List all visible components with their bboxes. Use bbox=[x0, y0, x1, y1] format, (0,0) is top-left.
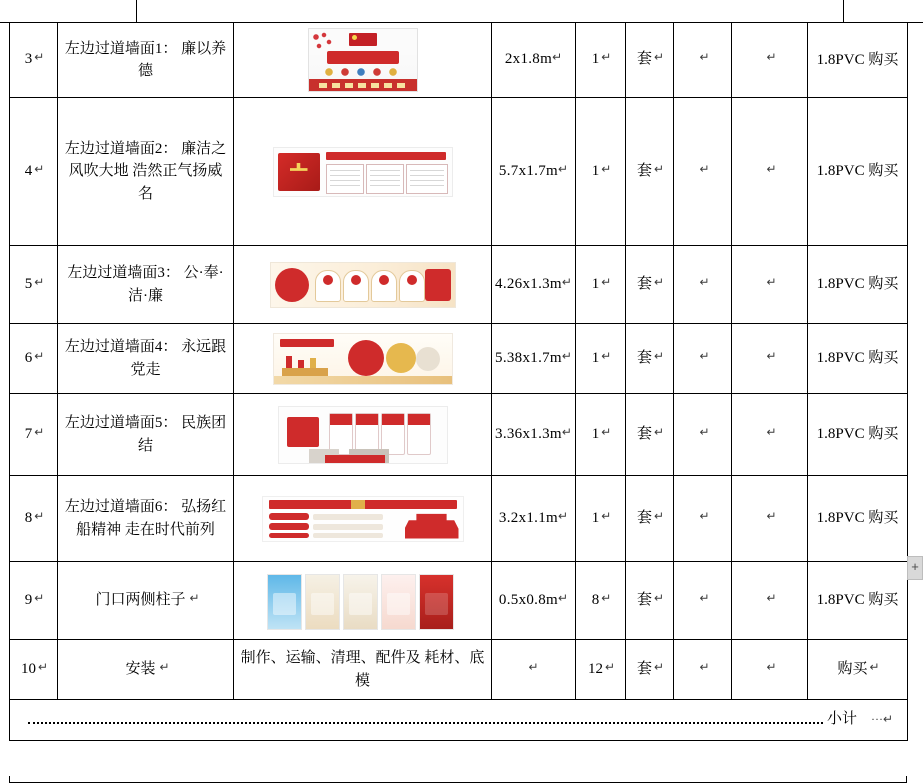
row-unit-cell: 套 ↵ bbox=[626, 394, 674, 476]
row-note-cell: 1.8PVC 购买 bbox=[808, 562, 908, 640]
row-name-cell: 左边过道墙面4： 永远跟党走 bbox=[58, 324, 234, 394]
row-size-cell: 0.5x0.8m↵ bbox=[492, 562, 576, 640]
row-size-cell: ↵ bbox=[492, 640, 576, 700]
table-row bbox=[10, 562, 908, 640]
row-qty-cell: 1 ↵ bbox=[576, 476, 626, 562]
row-no-cell: 10 ↵ bbox=[10, 640, 58, 700]
yong-yuan-gen-dang-zou-banner-thumb bbox=[273, 333, 453, 385]
header-segment-left bbox=[0, 0, 136, 23]
row-amount-cell: ↵ bbox=[732, 98, 808, 246]
row-price-cell: ↵ bbox=[674, 23, 732, 98]
quotation-table-sheet bbox=[9, 22, 907, 741]
row-unit-cell: 套 ↵ bbox=[626, 476, 674, 562]
row-no-cell: 3 ↵ bbox=[10, 23, 58, 98]
row-note-cell: 1.8PVC 购买 bbox=[808, 394, 908, 476]
subtotal-cell: 小计 ···↵ bbox=[10, 700, 908, 741]
row-image-cell bbox=[234, 324, 492, 394]
row-amount-cell: ↵ bbox=[732, 324, 808, 394]
row-no-cell: 5 ↵ bbox=[10, 246, 58, 324]
gong-feng-jie-lian-banner-thumb bbox=[270, 262, 456, 308]
page-top-strip bbox=[0, 0, 923, 22]
row-name-cell: 左边过道墙面3： 公·奉·洁·廉 bbox=[58, 246, 234, 324]
row-note-cell: 1.8PVC 购买 bbox=[808, 476, 908, 562]
row-amount-cell: ↵ bbox=[732, 640, 808, 700]
row-image-cell: 制作、运输、清理、配件及 耗材、底模 bbox=[234, 640, 492, 700]
row-no-cell: 9 ↵ bbox=[10, 562, 58, 640]
table-row bbox=[10, 324, 908, 394]
row-name-cell: 左边过道墙面5： 民族团结 bbox=[58, 394, 234, 476]
row-qty-cell: 1 ↵ bbox=[576, 246, 626, 324]
table-row bbox=[10, 640, 908, 700]
row-price-cell: ↵ bbox=[674, 640, 732, 700]
table-row bbox=[10, 23, 908, 98]
row-size-cell: 4.26x1.3m↵ bbox=[492, 246, 576, 324]
door-side-pillars-thumb bbox=[267, 572, 459, 630]
row-name-cell: 安装 ↵ bbox=[58, 640, 234, 700]
subtotal-row bbox=[10, 700, 908, 741]
header-segment-right bbox=[843, 0, 923, 23]
row-price-cell: ↵ bbox=[674, 394, 732, 476]
row-image-cell bbox=[234, 23, 492, 98]
row-name-cell: 左边过道墙面1： 廉以养德 bbox=[58, 23, 234, 98]
row-qty-cell: 1 ↵ bbox=[576, 98, 626, 246]
header-segment-middle bbox=[136, 0, 844, 23]
row-size-cell: 5.38x1.7m↵ bbox=[492, 324, 576, 394]
row-amount-cell: ↵ bbox=[732, 246, 808, 324]
row-size-cell: 5.7x1.7m↵ bbox=[492, 98, 576, 246]
row-price-cell: ↵ bbox=[674, 246, 732, 324]
row-image-cell bbox=[234, 476, 492, 562]
row-price-cell: ↵ bbox=[674, 324, 732, 394]
row-amount-cell: ↵ bbox=[732, 562, 808, 640]
row-size-cell: 3.36x1.3m↵ bbox=[492, 394, 576, 476]
row-price-cell: ↵ bbox=[674, 476, 732, 562]
row-amount-cell: ↵ bbox=[732, 23, 808, 98]
lian-jie-zhi-feng-banner-thumb bbox=[273, 147, 453, 197]
row-unit-cell: 套 ↵ bbox=[626, 640, 674, 700]
row-qty-cell: 1 ↵ bbox=[576, 23, 626, 98]
row-size-cell: 2x1.8m↵ bbox=[492, 23, 576, 98]
table-row bbox=[10, 476, 908, 562]
row-image-cell bbox=[234, 394, 492, 476]
row-size-cell: 3.2x1.1m↵ bbox=[492, 476, 576, 562]
hong-chuan-jing-shen-banner-thumb bbox=[262, 496, 464, 542]
row-qty-cell: 1 ↵ bbox=[576, 324, 626, 394]
row-no-cell: 7 ↵ bbox=[10, 394, 58, 476]
row-note-cell: 1.8PVC 购买 bbox=[808, 98, 908, 246]
row-image-cell bbox=[234, 562, 492, 640]
row-unit-cell: 套 ↵ bbox=[626, 23, 674, 98]
row-qty-cell: 1 ↵ bbox=[576, 394, 626, 476]
row-image-cell bbox=[234, 98, 492, 246]
row-no-cell: 6 ↵ bbox=[10, 324, 58, 394]
row-no-cell: 8 ↵ bbox=[10, 476, 58, 562]
row-name-cell: 左边过道墙面6： 弘扬红船精神 走在时代前列 bbox=[58, 476, 234, 562]
row-no-cell: 4 ↵ bbox=[10, 98, 58, 246]
lian-yi-yang-de-banner-thumb bbox=[308, 28, 418, 92]
min-zu-tuan-jie-banner-thumb bbox=[278, 406, 448, 464]
row-unit-cell: 套 ↵ bbox=[626, 246, 674, 324]
row-price-cell: ↵ bbox=[674, 562, 732, 640]
table-row bbox=[10, 98, 908, 246]
row-name-cell: 左边过道墙面2： 廉洁之风吹大地 浩然正气扬威名 bbox=[58, 98, 234, 246]
row-note-cell: 1.8PVC 购买 bbox=[808, 246, 908, 324]
row-name-cell: 门口两侧柱子 ↵ bbox=[58, 562, 234, 640]
row-qty-cell: 8 ↵ bbox=[576, 562, 626, 640]
expand-marker-icon[interactable]: + bbox=[907, 556, 923, 580]
row-unit-cell: 套 ↵ bbox=[626, 324, 674, 394]
row-unit-cell: 套 ↵ bbox=[626, 562, 674, 640]
table-row bbox=[10, 394, 908, 476]
row-note-cell: 1.8PVC 购买 bbox=[808, 23, 908, 98]
row-unit-cell: 套 ↵ bbox=[626, 98, 674, 246]
row-amount-cell: ↵ bbox=[732, 476, 808, 562]
row-note-cell: 1.8PVC 购买 bbox=[808, 324, 908, 394]
row-note-cell: 购买 ↵ bbox=[808, 640, 908, 700]
table-row bbox=[10, 246, 908, 324]
quotation-table bbox=[9, 22, 908, 741]
row-price-cell: ↵ bbox=[674, 98, 732, 246]
row-image-cell bbox=[234, 246, 492, 324]
table-bottom-edge bbox=[9, 776, 907, 783]
row-amount-cell: ↵ bbox=[732, 394, 808, 476]
row-qty-cell: 12 ↵ bbox=[576, 640, 626, 700]
dot-leader bbox=[28, 713, 823, 724]
subtotal-label: 小计 bbox=[826, 711, 857, 728]
